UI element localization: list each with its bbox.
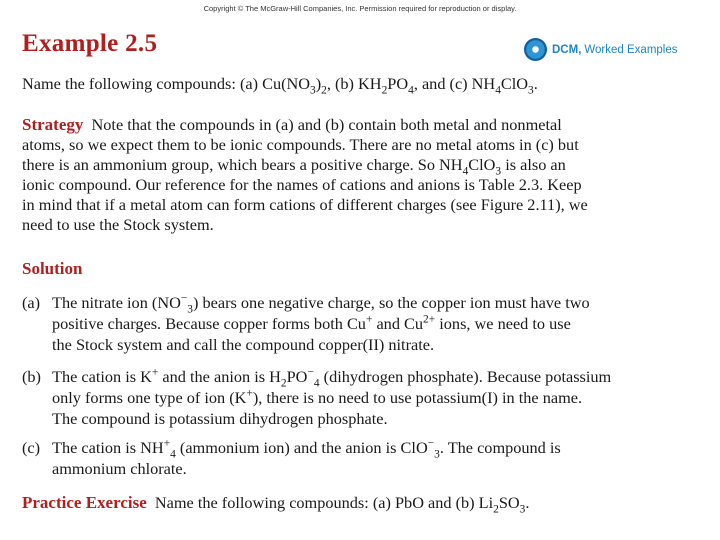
solution-item-b: (b) The cation is K+ and the anion is $H_2PO^-_4$ (dihydrogen phosphate). Because potassium only forms one type of ion (K+), there is no need to use potassium(I) in the name. The compound is potassium dihydrogen phosphate. [22, 366, 612, 428]
copyright-notice: Copyright © The McGraw-Hill Companies, Inc. Permission required for reproduction or display. [203, 4, 517, 13]
solution-item-a: (a) The nitrate ion $(NO^-_3)$ bears one negative charge, so the copper ion must have two positive charges. Because copper forms both Cu+ and $Cu^{2+}$ ions, we need to use the Stock system and call the compound copper(II) nitrate. [22, 292, 590, 354]
page-title: Example 2.5 [22, 30, 158, 57]
practice-heading: Practice Exercise [22, 493, 147, 512]
worked-examples-link[interactable] [524, 38, 678, 61]
solution-heading: Solution [22, 259, 83, 278]
practice-exercise: Practice Exercise Name the following compounds: (a) PbO and (b) $Li_2SO_3$. [22, 493, 530, 516]
solution-item-c: (c) The cation is $NH^+_4$ (ammonium ion) and the anion is ClO−$_3$. The compound is ammonium chlorate. [22, 437, 561, 478]
cd-disc-icon [524, 38, 547, 61]
strategy-heading: Strategy [22, 115, 84, 134]
dcm-label: DCM, [552, 43, 582, 56]
problem-statement: Name the following compounds: (a) $Cu(NO_3)_2$, (b) $KH_2PO_4$, and (c) $NH_4ClO_3$. [22, 74, 538, 97]
strategy-section: Strategy Note that the compounds in (a) and (b) contain both metal and nonmetal atoms, so we expect them to be ionic compounds. There are no metal atoms in (c) but there is an ammonium group, which bears a positive charge. So $NH_4ClO_3$ is also an ionic compound. Our reference for the names of cations and anions is Table 2.3. Keep in mind that if a metal atom can form cations of different charges (see Figure 2.11), we need to use the Stock system. [22, 115, 588, 234]
worked-examples-label: Worked Examples [584, 43, 678, 56]
